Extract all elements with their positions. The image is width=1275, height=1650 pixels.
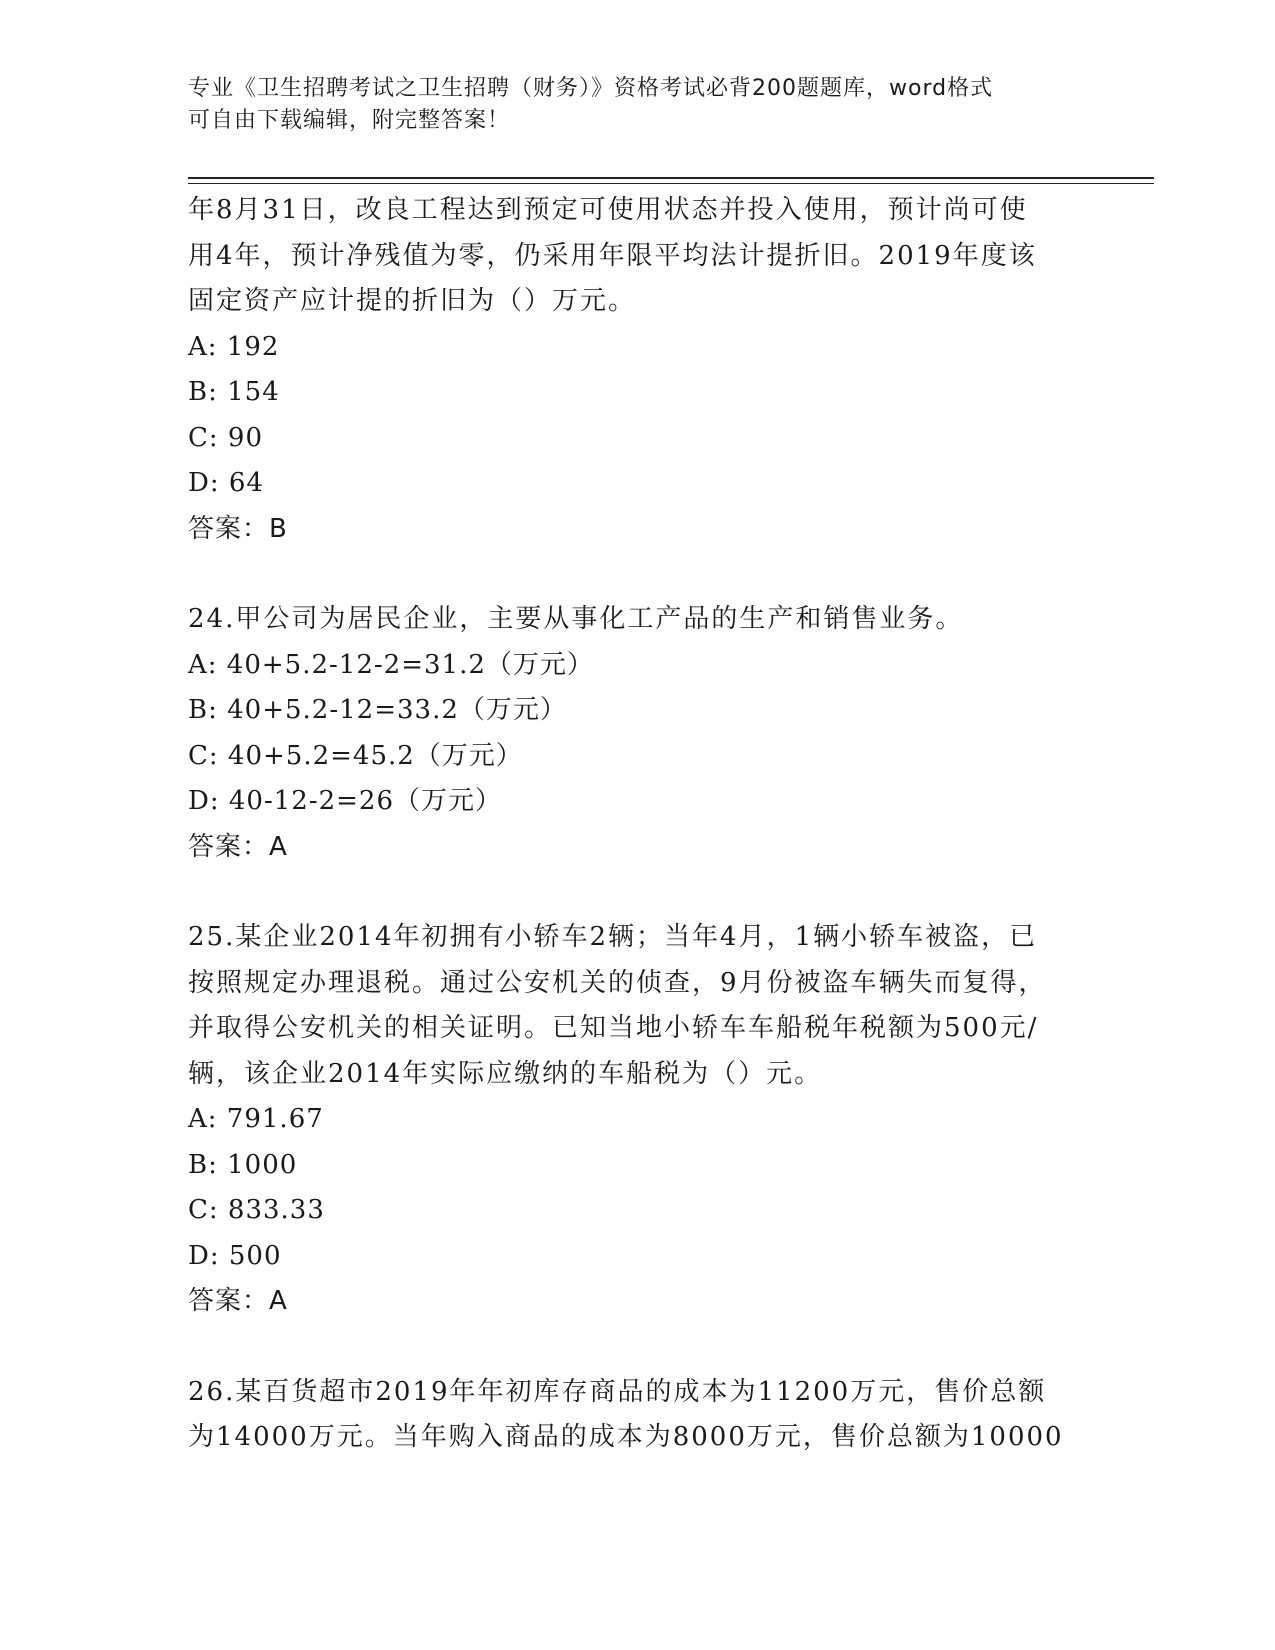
option-d: D: 40-12-2=26（万元） [188, 786, 503, 816]
option-a: A: 791.67 [188, 1104, 324, 1134]
question-text-line: 为14000万元。当年购入商品的成本为8000万元，售价总额为10000 [188, 1422, 1064, 1452]
document-header [188, 73, 1068, 137]
option-b: B: 1000 [188, 1149, 298, 1180]
option-b: B: 40+5.2-12=33.2（万元） [188, 695, 567, 725]
question-text-line: 并取得公安机关的相关证明。已知当地小轿车车船税年税额为500元/ [188, 1013, 1039, 1043]
question-block [188, 1370, 1088, 1461]
option-c: C: 90 [188, 422, 264, 453]
option-c: C: 833.33 [188, 1195, 325, 1225]
question-text-line: 用4年，预计净残值为零，仍采用年限平均法计提折旧。2019年度该 [188, 240, 1037, 271]
question-text-line: 固定资产应计提的折旧为（）万元。 [188, 286, 637, 316]
header-title-line-1: 专业《卫生招聘考试之卫生招聘（财务）》资格考试必背200题题库，word格式 [188, 76, 994, 101]
document-body [188, 188, 1088, 1461]
header-title-line-2: 可自由下载编辑，附完整答案！ [188, 108, 511, 133]
answer-line: 答案：A [188, 1286, 288, 1316]
header-divider-thick [188, 177, 1154, 179]
header-divider-thin [188, 183, 1154, 184]
question-block [188, 915, 1088, 1325]
option-d: D: 500 [188, 1240, 282, 1271]
answer-line: 答案：A [188, 831, 288, 862]
question-block [188, 188, 1088, 552]
question-text-line: 26.某百货超市2019年年初库存商品的成本为11200万元，售价总额 [188, 1376, 1047, 1407]
question-text-line: 25.某企业2014年初拥有小轿车2辆；当年4月，1辆小轿车被盗，已 [188, 922, 1038, 952]
answer-line: 答案：B [188, 513, 288, 544]
question-text-line: 辆，该企业2014年实际应缴纳的车船税为（）元。 [188, 1058, 823, 1089]
question-text-line: 年8月31日，改良工程达到预定可使用状态并投入使用，预计尚可使 [188, 195, 1028, 225]
option-b: B: 154 [188, 377, 280, 407]
question-block [188, 597, 1088, 870]
question-text-line: 按照规定办理退税。通过公安机关的侦查，9月份被盗车辆失而复得， [188, 967, 1047, 998]
question-text-line: 24.甲公司为居民企业，主要从事化工产品的生产和销售业务。 [188, 604, 964, 634]
option-a: A: 192 [188, 331, 280, 362]
option-a: A: 40+5.2-12-2=31.2（万元） [188, 649, 594, 680]
option-d: D: 64 [188, 468, 264, 498]
option-c: C: 40+5.2=45.2（万元） [188, 740, 523, 771]
